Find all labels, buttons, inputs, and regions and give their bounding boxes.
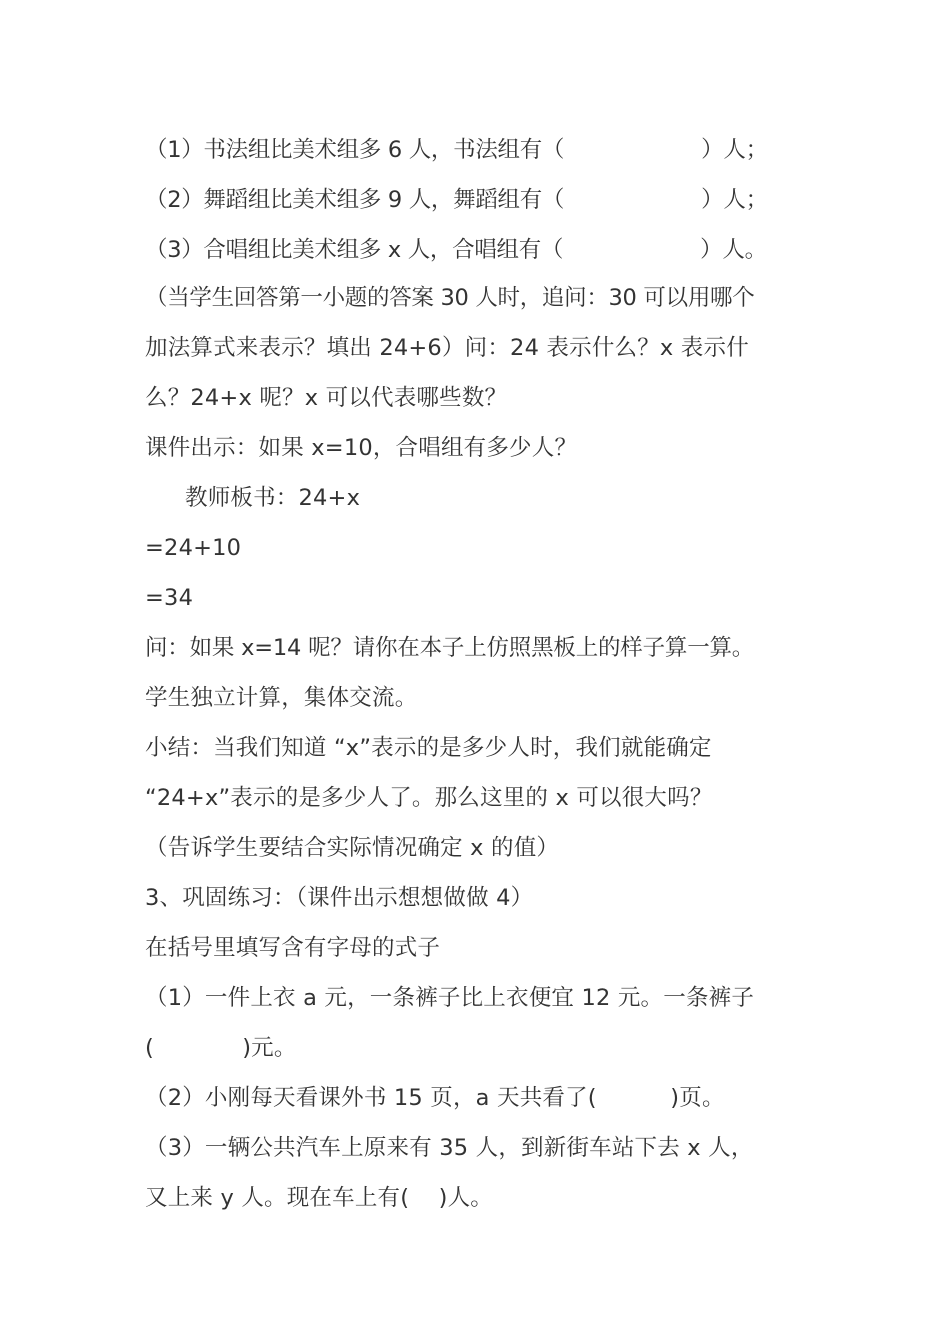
board-line-1: 教师板书：24+x (185, 485, 361, 511)
practice-heading: 3、巩固练习：（课件出示想想做做 4） (145, 885, 534, 911)
board-line-3: =34 (145, 585, 194, 611)
question-line-3: （3）合唱组比美术组多 x 人，合唱组有（ ）人。 (145, 237, 767, 263)
practice-item-3-cont: 又上来 y 人。现在车上有( )人。 (145, 1185, 493, 1211)
summary-line-1: 小结：当我们知道 “x”表示的是多少人时，我们就能确定 (145, 735, 712, 761)
note-line-3: 么？24+x 呢？x 可以代表哪些数？ (145, 385, 508, 411)
practice-item-2: （2）小刚每天看课外书 15 页，a 天共看了( )页。 (145, 1085, 725, 1111)
practice-item-1: （1）一件上衣 a 元，一条裤子比上衣便宜 12 元。一条裤子 (145, 985, 755, 1011)
question-x14-line: 问：如果 x=14 呢？请你在本子上仿照黑板上的样子算一算。 (145, 635, 755, 661)
question-line-2: （2）舞蹈组比美术组多 9 人，舞蹈组有（ ）人； (145, 187, 768, 213)
question-line-1: （1）书法组比美术组多 6 人，书法组有（ ）人； (145, 137, 768, 163)
student-calc-line: 学生独立计算，集体交流。 (145, 685, 418, 711)
note-line-1: （当学生回答第一小题的答案 30 人时，追问：30 可以用哪个 (145, 285, 755, 311)
note-line-2: 加法算式来表示？填出 24+6）问：24 表示什么？x 表示什 (145, 335, 749, 361)
practice-item-3: （3）一辆公共汽车上原来有 35 人，到新街车站下去 x 人， (145, 1135, 754, 1161)
summary-line-3: （告诉学生要结合实际情况确定 x 的值） (145, 835, 560, 861)
practice-instruction: 在括号里填写含有字母的式子 (145, 935, 441, 961)
practice-item-1-cont: ( )元。 (145, 1035, 297, 1061)
courseware-line: 课件出示：如果 x=10，合唱组有多少人？ (145, 435, 578, 461)
board-line-2: =24+10 (145, 535, 242, 561)
summary-line-2: “24+x”表示的是多少人了。那么这里的 x 可以很大吗？ (145, 785, 713, 811)
